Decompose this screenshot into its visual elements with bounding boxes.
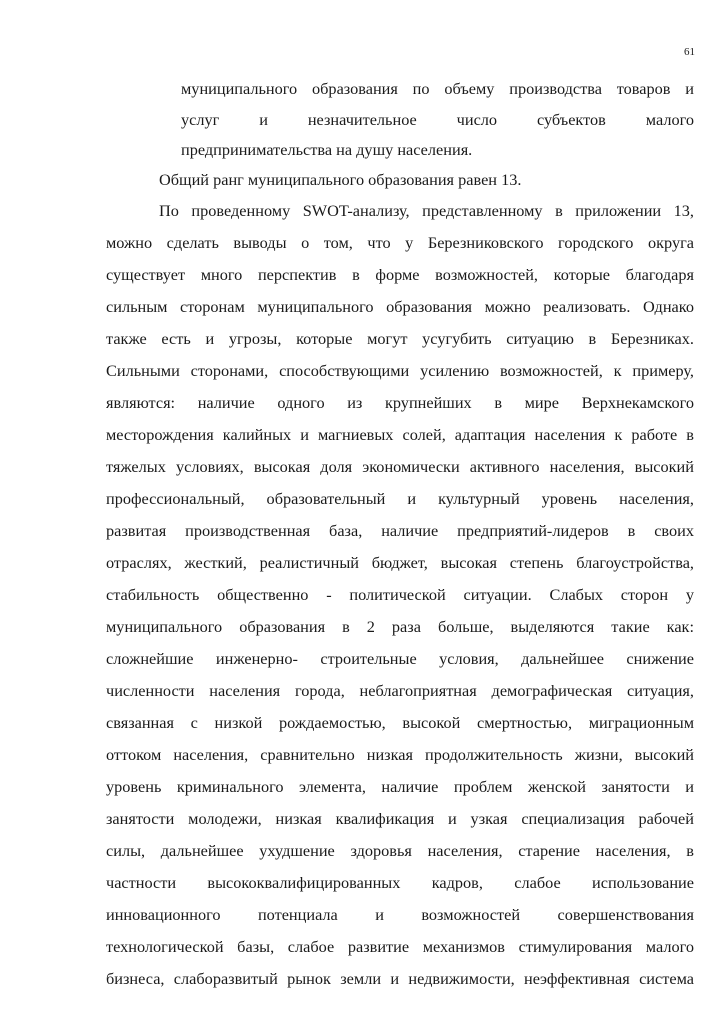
swot-paragraph-line: частности высококвалифицированных кадров, слабое использование xyxy=(106,873,694,892)
swot-paragraph-line: отраслях, жесткий, реалистичный бюджет, высокая степень благоустройства, xyxy=(106,553,694,572)
list-continuation-line: муниципального образования по объему производства товаров и xyxy=(181,79,694,98)
swot-paragraph-line: По проведенному SWOT-анализу, представленному в приложении 13, xyxy=(159,201,694,220)
swot-paragraph-line: занятости молодежи, низкая квалификация и узкая специализация рабочей xyxy=(106,809,694,828)
swot-paragraph-line: тяжелых условиях, высокая доля экономически активного населения, высокий xyxy=(106,457,694,476)
swot-paragraph-line: силы, дальнейшее ухудшение здоровья населения, старение населения, в xyxy=(106,841,694,860)
swot-paragraph-line: оттоком населения, сравнительно низкая продолжительность жизни, высокий xyxy=(106,745,694,764)
swot-paragraph-line: Сильными сторонами, способствующими усилению возможностей, к примеру, xyxy=(106,361,694,380)
swot-paragraph-line: также есть и угрозы, которые могут усугубить ситуацию в Березниках. xyxy=(106,329,694,348)
swot-paragraph-line: профессиональный, образовательный и культурный уровень населения, xyxy=(106,489,694,508)
swot-paragraph-line: инновационного потенциала и возможностей совершенствования xyxy=(106,905,694,924)
swot-paragraph-line: можно сделать выводы о том, что у Березниковского городского округа xyxy=(106,233,694,252)
swot-paragraph-line: технологической базы, слабое развитие механизмов стимулирования малого xyxy=(106,937,694,956)
swot-paragraph-line: муниципального образования в 2 раза больше, выделяются такие как: xyxy=(106,617,694,636)
swot-paragraph-line: связанная с низкой рождаемостью, высокой смертностью, миграционным xyxy=(106,713,694,732)
swot-paragraph-line: месторождения калийных и магниевых солей, адаптация населения к работе в xyxy=(106,425,694,444)
swot-paragraph-line: сильным сторонам муниципального образования можно реализовать. Однако xyxy=(106,297,694,316)
swot-paragraph-line: существует много перспектив в форме возможностей, которые благодаря xyxy=(106,265,694,284)
swot-paragraph-line: являются: наличие одного из крупнейших в мире Верхнекамского xyxy=(106,393,694,412)
swot-paragraph-line: сложнейшие инженерно- строительные условия, дальнейшее снижение xyxy=(106,649,694,668)
swot-paragraph-line: уровень криминального элемента, наличие проблем женской занятости и xyxy=(106,777,694,796)
list-continuation-line: услуг и незначительное число субъектов малого xyxy=(181,110,694,129)
page-number: 61 xyxy=(684,46,695,58)
swot-paragraph-line: развитая производственная база, наличие предприятий-лидеров в своих xyxy=(106,521,694,540)
swot-paragraph-line: численности населения города, неблагоприятная демографическая ситуация, xyxy=(106,681,694,700)
swot-paragraph-line: бизнеса, слаборазвитый рынок земли и недвижимости, неэффективная система xyxy=(106,969,694,988)
rank-paragraph-line: Общий ранг муниципального образования равен 13. xyxy=(159,170,522,189)
list-continuation-line: предпринимательства на душу населения. xyxy=(181,140,473,159)
swot-paragraph-line: стабильность общественно - политической ситуации. Слабых сторон у xyxy=(106,585,694,604)
